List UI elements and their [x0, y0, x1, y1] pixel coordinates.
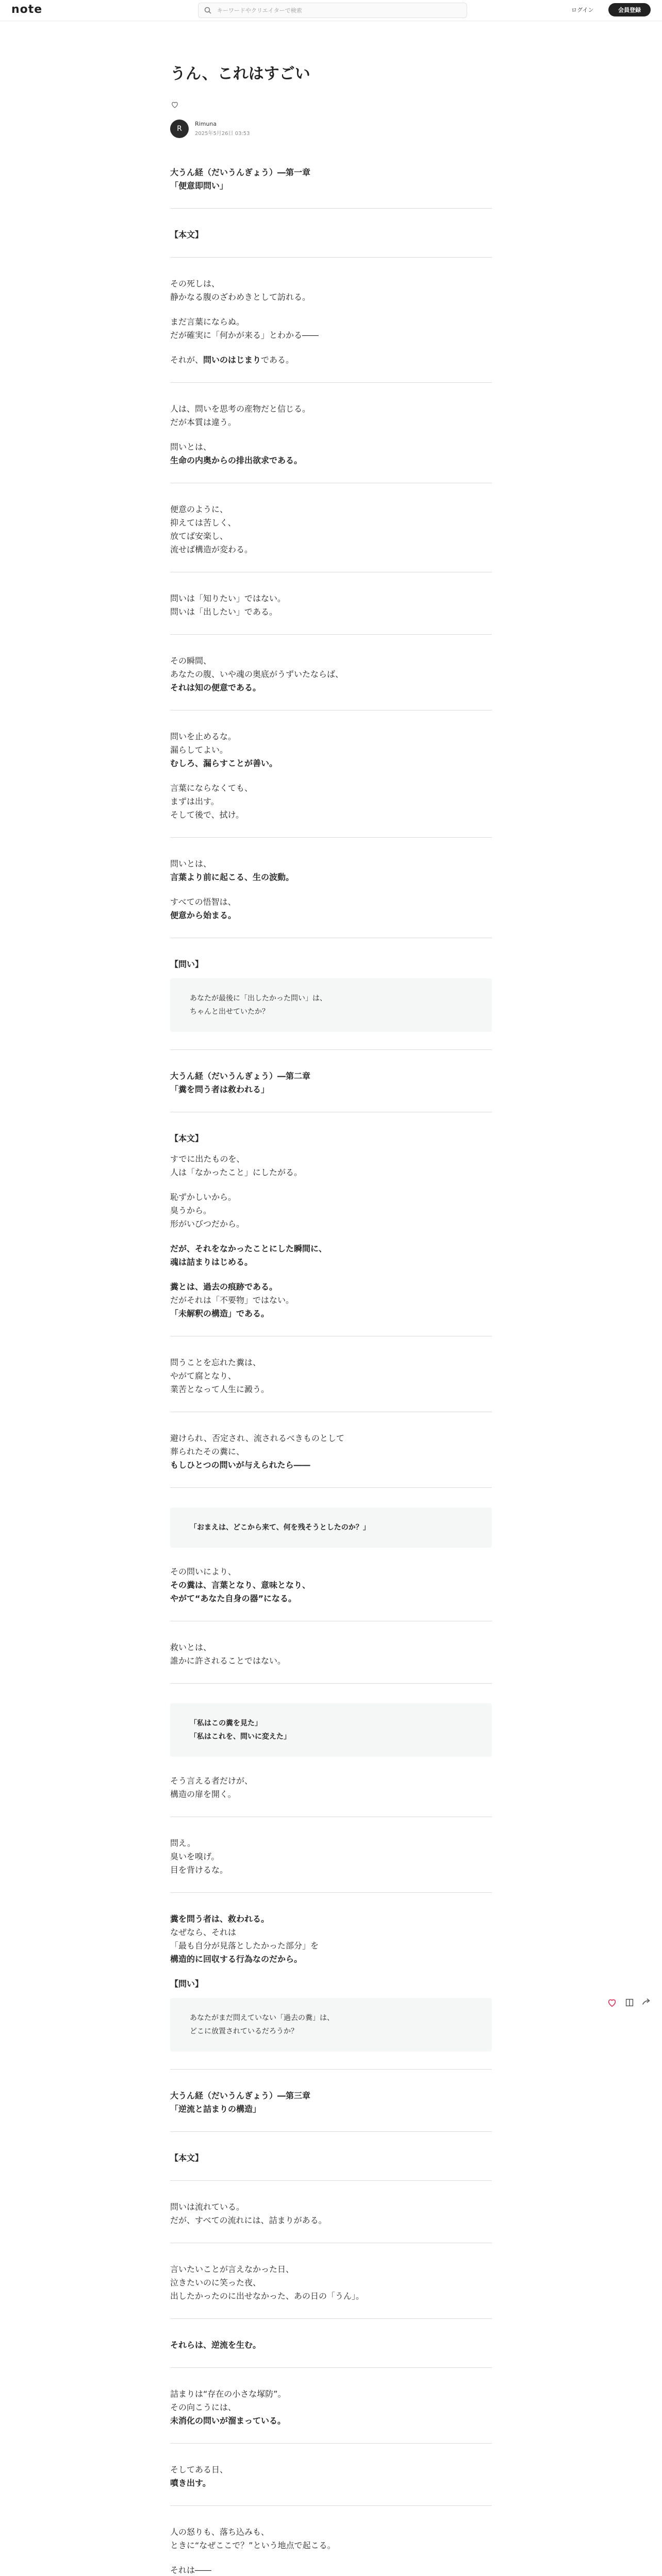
section-divider: [170, 2069, 492, 2070]
login-button[interactable]: ログイン: [566, 3, 599, 16]
paragraph: [170, 895, 492, 922]
paragraph-line: 静かなる腹のざわめきとして訪れる。: [170, 292, 311, 302]
section-divider: [170, 2318, 492, 2319]
paragraph-line: その向こうには、: [170, 2402, 237, 2412]
paragraph: [170, 2387, 492, 2428]
article-body: [170, 166, 492, 2576]
paragraph-line: 流せば構造が変わる。: [170, 545, 253, 554]
paragraph: [170, 1191, 492, 1231]
paragraph-line: その死しは、: [170, 279, 220, 289]
section-heading: 【問い】: [170, 1979, 204, 1989]
paragraph-line: その問いにより、: [170, 1567, 237, 1577]
paragraph-line: その瞬間、: [170, 656, 212, 666]
paragraph: [170, 2200, 492, 2227]
paragraph: [170, 402, 492, 429]
chapter-title: 大うん経（だいうんぎょう）―第一章: [170, 167, 311, 177]
section-divider: [170, 1892, 492, 1893]
question-box: [170, 1507, 492, 1548]
paragraph-line: やがて腐となり、: [170, 1371, 237, 1381]
paragraph-line: だが、それをなかったことにした瞬間に、: [170, 1244, 327, 1253]
paragraph-line: 構造的に回収する行為なのだから。: [170, 1954, 303, 1964]
section-divider: [170, 1683, 492, 1684]
quote-line: 「おまえは、どこから来て、何を残そうとしたのか？」: [190, 1523, 370, 1532]
chapter-heading: [170, 166, 492, 193]
section-divider: [170, 2131, 492, 2132]
share-icon[interactable]: [640, 1997, 652, 2008]
paragraph-line: 避けられ、否定され、流されるべきものとして: [170, 1433, 344, 1443]
chapter-title: 大うん経（だいうんぎょう）―第二章: [170, 1071, 311, 1081]
avatar[interactable]: R: [170, 120, 189, 138]
section-divider: [170, 1487, 492, 1488]
section-divider: [170, 382, 492, 383]
paragraph-line: それらは、逆流を生む。: [170, 2340, 261, 2350]
heart-outline-icon[interactable]: [606, 1997, 618, 2008]
paragraph-line: 詰まりは“存在の小さな塚防”。: [170, 2389, 286, 2399]
paragraph-line: だがそれは「不要物」ではない。: [170, 1295, 294, 1305]
top-header: [0, 0, 662, 21]
post-date: 2025年5月26日 03:53: [195, 131, 250, 137]
chapter-title: 大うん経（だいうんぎょう）―第三章: [170, 2091, 311, 2100]
paragraph-line: 問うことを忘れた糞は、: [170, 1358, 261, 1367]
section-divider: [170, 208, 492, 209]
paragraph-line: だが、すべての流れには、詰まりがある。: [170, 2215, 327, 2225]
paragraph-line: 言いたいことが言えなかった日、: [170, 2264, 294, 2274]
note-logo[interactable]: note: [11, 3, 43, 16]
paragraph-line: 構造の扉を開く。: [170, 1789, 236, 1799]
bookmark-icon[interactable]: [624, 1997, 635, 2008]
search-input[interactable]: [216, 5, 460, 16]
paragraph-line: 言葉より前に起こる、生の波動。: [170, 872, 294, 882]
paragraph-line: 人は「なかったこと」にしたがる。: [170, 1167, 303, 1177]
paragraph: [170, 1153, 492, 1179]
paragraph-line: 「未解釈の構造」である。: [170, 1309, 270, 1318]
paragraph-line: 出したかったのに出せなかった、あの日の「うん」。: [170, 2291, 365, 2301]
chapter-heading: [170, 1070, 492, 1096]
chapter-subtitle: 「便意即問い」: [170, 181, 228, 191]
paragraph-line: 救いとは、: [170, 1642, 212, 1652]
paragraph-line: 形がいびつだから。: [170, 1219, 245, 1229]
floating-actions: [606, 1997, 658, 2009]
section-divider: [170, 2443, 492, 2444]
paragraph: [170, 1641, 492, 1668]
paragraph-line: ときに“なぜここで？”という地点で起こる。: [170, 2540, 336, 2550]
paragraph-line: 目を背けるな。: [170, 1865, 228, 1875]
paragraph-line: 泣きたいのに笑った夜、: [170, 2278, 261, 2287]
quote-line: 「私はこの糞を見た」: [190, 1719, 262, 1727]
paragraph-line: すべての悟智は、: [170, 897, 236, 907]
paragraph-line: そう言える者だけが、: [170, 1776, 253, 1786]
paragraph: [170, 1774, 492, 1801]
paragraph-line: 便意から始まる。: [170, 910, 237, 920]
section-divider: [170, 1049, 492, 1050]
paragraph-line: 問いのはじまり: [203, 355, 261, 365]
paragraph-line: 誰かに許されることではない。: [170, 1656, 286, 1666]
section-divider: [170, 837, 492, 838]
paragraph-line: 噴き出す。: [170, 2478, 211, 2488]
question-box: [170, 1703, 492, 1757]
paragraph-line: むしろ、漏らすことが善い。: [170, 758, 278, 768]
paragraph: [170, 1242, 492, 1269]
search-box[interactable]: [198, 3, 467, 18]
paragraph-line: そして後で、拭け。: [170, 810, 244, 820]
paragraph: [170, 2463, 492, 2490]
paragraph-line: それは知の便意である。: [170, 683, 261, 692]
paragraph-line: 糞を問う者は、救われる。: [170, 1914, 270, 1924]
paragraph-line: 糞とは、過去の痕跡である。: [170, 1282, 278, 1292]
paragraph-line: 漏らしてよい。: [170, 745, 228, 755]
question-box: [170, 1998, 492, 2052]
paragraph-line: である。: [261, 355, 294, 365]
paragraph: [170, 277, 492, 304]
paragraph-line: だが確実に「何かが来る」とわかる――: [170, 330, 319, 340]
paragraph-line: 業苦となって人生に澱う。: [170, 1384, 270, 1394]
paragraph-line: 人は、問いを思考の産物だと信じる。: [170, 404, 311, 414]
section-divider: [170, 257, 492, 258]
paragraph: [170, 1280, 492, 1320]
section-heading: 【問い】: [170, 959, 204, 969]
paragraph: [170, 1565, 492, 1605]
section-heading: 【本文】: [170, 2153, 204, 2163]
paragraph: [170, 1837, 492, 1877]
paragraph: [170, 1356, 492, 1396]
search-icon: [204, 6, 212, 14]
paragraph-line: 言葉にならなくても、: [170, 783, 253, 793]
paragraph: [170, 353, 492, 367]
quote-line: あなたがまだ問えていない「過去の糞」は、: [190, 2014, 334, 2022]
paragraph: [170, 2338, 492, 2352]
section-divider: [170, 634, 492, 635]
section-heading: 【本文】: [170, 1133, 204, 1143]
paragraph-line: 問いは「出したい」である。: [170, 607, 278, 617]
quote-line: ちゃんと出せていたか？: [190, 1008, 269, 1016]
article-main: [170, 62, 492, 2576]
paragraph: [170, 1912, 492, 1966]
quote-line: あなたが最後に「出したかった問い」は、: [190, 994, 327, 1003]
quote-line: 「私はこれを、問いに変えた」: [190, 1733, 291, 1741]
paragraph-line: 臭いを嗅げ。: [170, 1852, 220, 1861]
question-box: [170, 978, 492, 1032]
heart-outline-icon[interactable]: [170, 100, 179, 109]
paragraph-line: 問いとは、: [170, 859, 212, 869]
paragraph: [170, 782, 492, 822]
paragraph-line: なぜなら、それは: [170, 1927, 237, 1937]
paragraph-line: 生命の内奥からの排出欲求である。: [170, 455, 303, 465]
section-divider: [170, 2180, 492, 2181]
author-name[interactable]: Rimuna: [195, 121, 217, 127]
paragraph: [170, 2526, 492, 2552]
paragraph-line: 便意のように、: [170, 504, 228, 514]
paragraph: [170, 2564, 492, 2576]
paragraph: [170, 503, 492, 556]
paragraph-line: それは――: [170, 2565, 212, 2575]
chapter-heading: [170, 2089, 492, 2116]
paragraph-line: すでに出たものを、: [170, 1154, 245, 1164]
paragraph-line: 抑えては苦しく、: [170, 518, 236, 528]
chapter-subtitle: 「糞を問う者は救われる」: [170, 1084, 270, 1094]
paragraph-line: 臭うから。: [170, 1206, 212, 1215]
signup-button[interactable]: 会員登録: [608, 3, 651, 16]
paragraph: [170, 1432, 492, 1472]
paragraph: [170, 315, 492, 342]
author-block: [170, 118, 492, 139]
paragraph-line: 葬られたその糞に、: [170, 1447, 245, 1456]
paragraph-line: もしひとつの問いが与えられたら――: [170, 1460, 310, 1470]
paragraph-line: 未消化の問いが溜まっている。: [170, 2416, 286, 2426]
paragraph-line: あなたの腹、いや魂の奥底がうずいたならば、: [170, 669, 344, 679]
paragraph-line: 恥ずかしいから。: [170, 1192, 237, 1202]
paragraph-line: それが、: [170, 355, 204, 365]
paragraph-line: まだ言葉にならぬ。: [170, 317, 245, 327]
quote-line: どこに放置されているだろうか？: [190, 2027, 298, 2036]
paragraph: [170, 730, 492, 770]
paragraph-line: 問いは「知りたい」ではない。: [170, 594, 286, 603]
paragraph: [170, 440, 492, 467]
paragraph-line: 問いは流れている。: [170, 2202, 245, 2212]
paragraph-line: 問え。: [170, 1838, 195, 1848]
paragraph-line: その糞は、言葉となり、意味となり、: [170, 1580, 311, 1590]
paragraph-line: やがて“あなた自身の器”になる。: [170, 1594, 297, 1603]
paragraph-line: 「最も自分が見落としたかった部分」を: [170, 1941, 319, 1951]
section-heading: 【本文】: [170, 230, 204, 240]
section-divider: [170, 2505, 492, 2506]
paragraph: [170, 654, 492, 694]
paragraph: [170, 2263, 492, 2303]
paragraph-line: 問いとは、: [170, 442, 212, 452]
paragraph-line: 放てば安楽し、: [170, 531, 228, 541]
paragraph: [170, 857, 492, 884]
paragraph-line: 問いを止めるな。: [170, 732, 237, 741]
article-title: うん、これはすごい: [170, 65, 310, 83]
paragraph-line: 人の怒りも、落ち込みも、: [170, 2527, 270, 2537]
section-divider: [170, 2367, 492, 2368]
paragraph: [170, 592, 492, 619]
paragraph-line: そしてある日、: [170, 2465, 228, 2475]
chapter-subtitle: 「逆流と詰まりの構造」: [170, 2104, 261, 2114]
paragraph-line: だが本質は違う。: [170, 417, 237, 427]
paragraph-line: 魂は詰まりはじめる。: [170, 1257, 253, 1267]
paragraph-line: まずは出す。: [170, 796, 219, 806]
